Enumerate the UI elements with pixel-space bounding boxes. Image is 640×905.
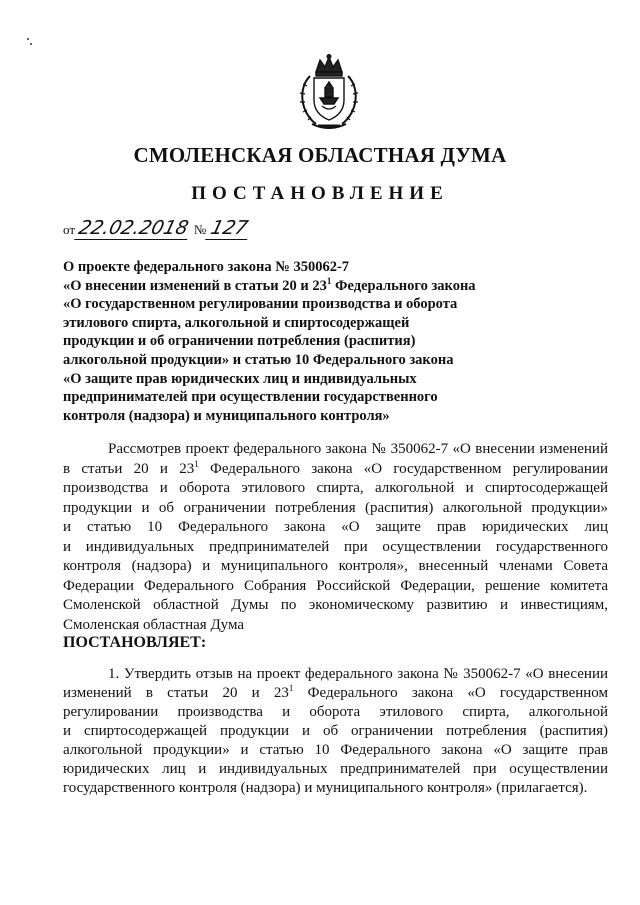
- date-number-line: [63, 217, 250, 240]
- document-type-title: ПОСТАНОВЛЕНИЕ: [191, 183, 449, 204]
- item-line: изменений в статьи 20 и $23^1$ Федерального закона «О государственном: [63, 683, 609, 701]
- preamble-line: и статью 10 Федерального закона «О защите прав юридических лиц: [63, 519, 608, 535]
- item-line: и спиртосодержащей продукции и об ограничении потребления (распития): [63, 723, 608, 739]
- subject-line: контроля (надзора) и муниципального контроля»: [63, 407, 390, 424]
- preamble-line: контроля (надзора) и муниципального контроля», внесенный членами Совета: [63, 558, 608, 574]
- subject-line: этилового спирта, алкогольной и спиртосодержащей: [63, 314, 410, 331]
- subject-line: «О защите прав юридических лиц и индивидуальных: [63, 370, 417, 387]
- subject-line: «О внесении изменений в статьи 20 и $23^1$ Федерального закона: [63, 275, 476, 294]
- preamble-line: производства и оборота этилового спирта, алкогольной и спиртосодержащей: [63, 480, 608, 496]
- preamble-line: в статьи 20 и $23^1$ Федерального закона «О государственном регулировании: [63, 458, 608, 477]
- preamble-line: продукции и об ограничении потребления (распития) алкогольной продукции»: [63, 499, 608, 516]
- preamble-line: Смоленской областной Думы по экономическому развитию и инвестициям,: [63, 597, 608, 613]
- number-label: №: [193, 222, 207, 237]
- item-line: 1. Утвердить отзыв на проект федерального закона № 350062-7 «О внесении: [108, 666, 608, 682]
- resolves-heading: ПОСТАНОВЛЯЕТ:: [63, 634, 207, 651]
- handwritten-number: 127: [205, 217, 253, 240]
- preamble-line: и индивидуальных предпринимателей при осуществлении государственного: [63, 538, 608, 555]
- item-line: алкогольной продукции» и статью 10 Федерального закона «О защите прав: [63, 742, 608, 758]
- item-line: юридических лиц и индивидуальных предпринимателей при осуществлении: [63, 761, 608, 777]
- subject-line: продукции и об ограничении потребления (распития): [63, 333, 416, 350]
- preamble-line: Рассмотрев проект федерального закона № 350062-7 «О внесении изменений: [108, 441, 608, 457]
- item-line: регулировании производства и оборота этилового спирта, алкогольной: [63, 704, 608, 720]
- item-line: государственного контроля (надзора) и муниципального контроля» (прилагается).: [63, 780, 588, 796]
- subject-line: алкогольной продукции» и статью 10 Федерального закона: [63, 351, 454, 368]
- from-label: от: [63, 222, 76, 237]
- preamble-line: Смоленская областная Дума: [63, 616, 245, 633]
- preamble-line: Федерации Федерального Собрания Российской Федерации, решение комитета: [63, 577, 608, 594]
- subject-line: «О государственном регулировании производства и оборота: [63, 296, 458, 313]
- subject-block: [63, 258, 523, 425]
- handwritten-date: 22.02.2018: [74, 217, 193, 240]
- resolution-item-1: [63, 665, 608, 798]
- scan-speck: [30, 43, 32, 45]
- coat-of-arms-emblem: [294, 54, 364, 134]
- subject-line: О проекте федерального закона № 350062-7: [63, 259, 350, 275]
- preamble-paragraph: [63, 440, 608, 635]
- organization-title: СМОЛЕНСКАЯ ОБЛАСТНАЯ ДУМА: [133, 143, 507, 167]
- subject-line: предпринимателей при осуществлении государственного: [63, 389, 438, 406]
- scan-speck: [27, 38, 29, 40]
